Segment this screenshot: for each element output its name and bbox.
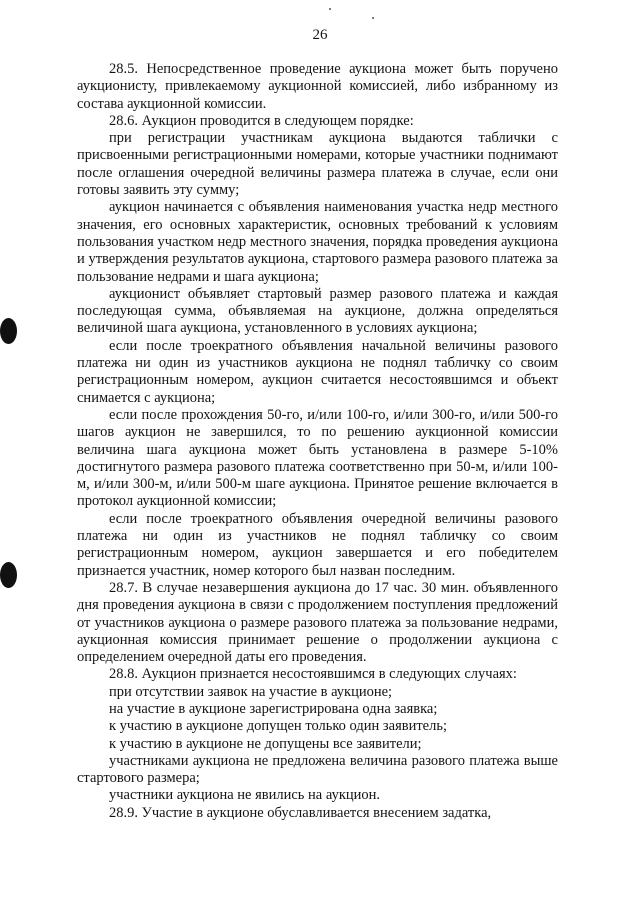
paragraph-28-9: 28.9. Участие в аукционе обуславливается внесением задатка, [109,804,492,821]
list-item: если после троекратного объявления начальной величины разового платежа ни один из участников аукциона не поднял табличку со своим регистрационным номером, аукцион считается несостоявшимся и объект снимается с аукциона; [77,337,558,406]
list-item: при отсутствии заявок на участие в аукционе; [109,683,393,700]
paragraph-28-7: 28.7. В случае незавершения аукциона до 17 час. 30 мин. объявленного дня проведения аукциона в связи с продолжением поступления предложений от участников аукциона о размере разового платежа за пользование недрами, аукционная комиссия принимает решение о продолжении аукциона с определением очередной даты его проведения. [77,579,558,666]
paragraph-28-5: 28.5. Непосредственное проведение аукциона может быть поручено аукционисту, привлекаемому аукционной комиссией, либо избранному из состава аукционной комиссии. [77,61,558,112]
list-item: на участие в аукционе зарегистрирована одна заявка; [109,700,438,717]
scan-speck [372,17,374,19]
page-number: 26 [312,27,328,43]
document-body [77,61,558,822]
punch-hole [0,562,17,588]
list-item: участниками аукциона не предложена величина разового платежа выше стартового размера; [77,752,558,787]
scan-speck [329,8,331,10]
list-item: если после троекратного объявления очередной величины разового платежа ни один из участников не поднял табличку со своим регистрационным номером, аукцион завершается и его победителем признается участник, номер которого был назван последним. [77,510,558,579]
list-item: аукционист объявляет стартовый размер разового платежа и каждая последующая сумма, объявляемая на аукционе, должна определяться величиной шага аукциона, установленного в условиях аукциона; [77,285,558,337]
paragraph-28-8: 28.8. Аукцион признается несостоявшимся в следующих случаях: [109,666,517,683]
punch-hole [0,318,17,344]
list-item: если после прохождения 50-го, и/или 100-го, и/или 300-го, и/или 500-го шагов аукцион не завершился, то по решению аукционной комиссии величина шага аукциона может быть установлена в размере 5-10% достигнутого размера разового платежа соответственно при 50-м, и/или 100-м, и/или 300-м, и/или 500-м шаге аукциона. Принятое решение включается в протокол аукционной комиссии; [77,406,558,510]
list-item: участники аукциона не явились на аукцион. [109,787,381,804]
list-item: аукцион начинается с объявления наименования участка недр местного значения, его основных характеристик, основных требований к условиям пользования участком недр местного значения, порядка проведения аукциона и утверждения результатов аукциона, стартового размера разового платежа за пользование недрами и шага аукциона; [77,199,558,285]
list-item: при регистрации участникам аукциона выдаются таблички с присвоенными регистрационными номерами, которые участники поднимают после оглашения очередной величины размера платежа в случае, если они готовы заявить эту сумму; [77,130,558,199]
list-item: к участию в аукционе допущен только один заявитель; [109,718,447,735]
paragraph-28-6: 28.6. Аукцион проводится в следующем порядке: [109,112,414,129]
list-item: к участию в аукционе не допущены все заявители; [109,735,422,752]
